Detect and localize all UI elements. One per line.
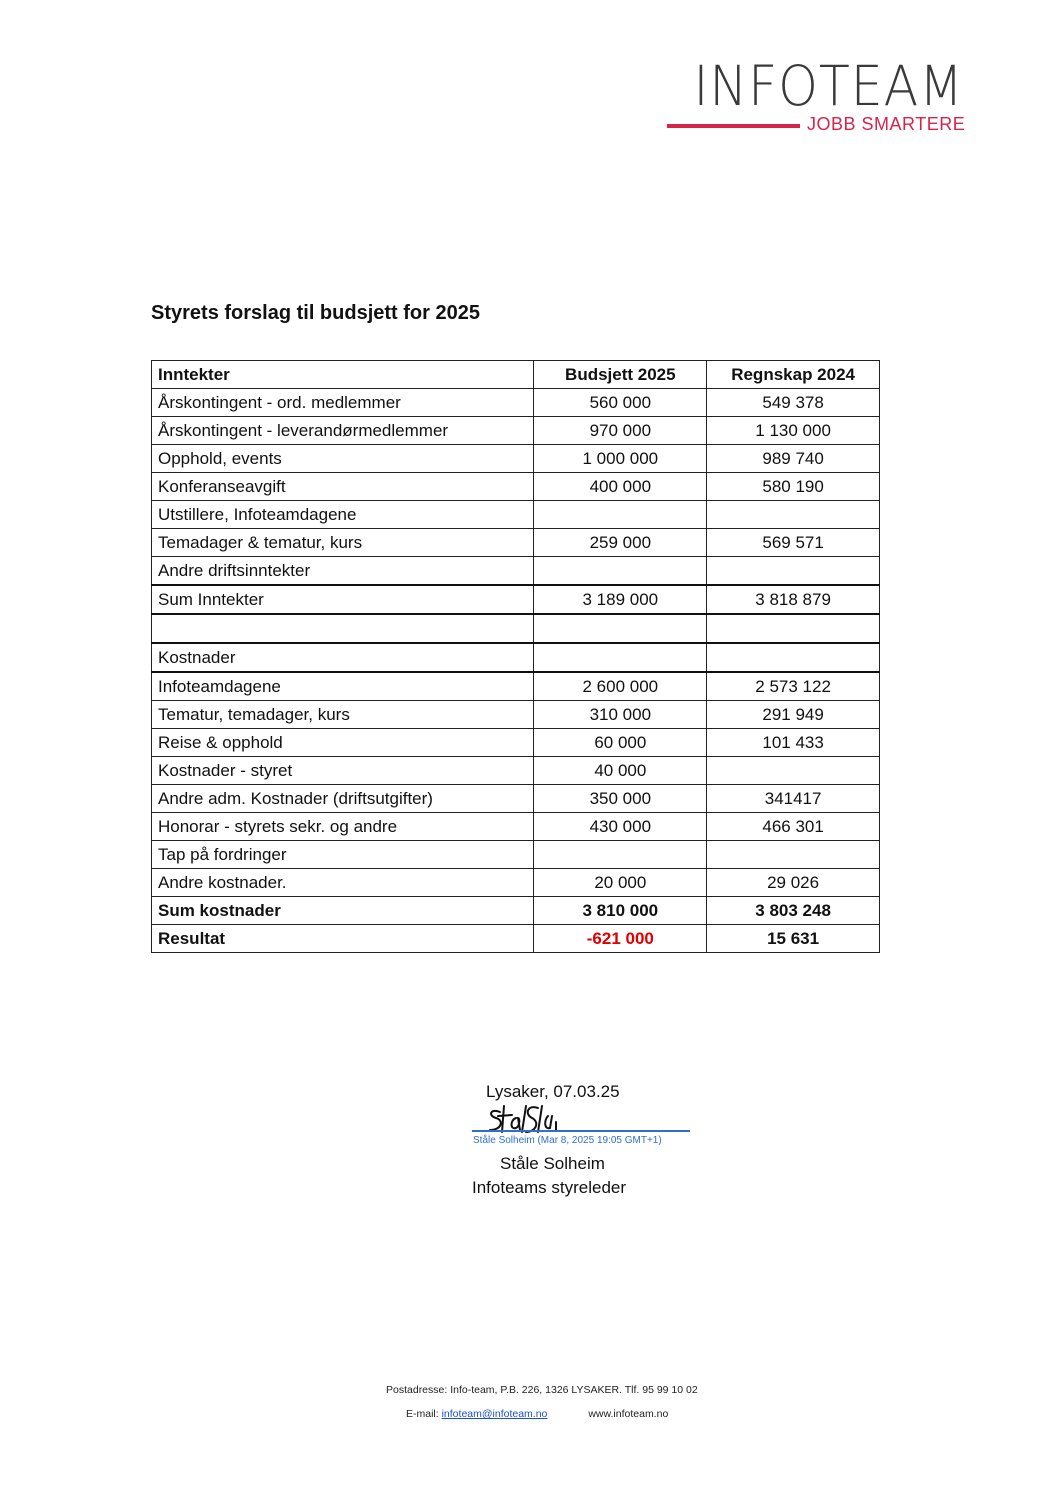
regnskap-2024-cell: 291 949 — [707, 701, 880, 729]
budget-2025-cell: 430 000 — [534, 813, 707, 841]
regnskap-2024-cell: 2 573 122 — [707, 672, 880, 701]
budget-2025-cell: 60 000 — [534, 729, 707, 757]
row-label: Resultat — [152, 925, 534, 953]
footer-email-link[interactable]: infoteam@infoteam.no — [441, 1408, 548, 1420]
row-label: Sum kostnader — [152, 897, 534, 925]
table-row — [152, 841, 880, 869]
row-label — [152, 614, 534, 643]
row-label: Sum Inntekter — [152, 585, 534, 614]
table-row — [152, 585, 880, 614]
regnskap-2024-cell — [707, 557, 880, 586]
row-label: Reise & opphold — [152, 729, 534, 757]
row-label: Andre driftsinntekter — [152, 557, 534, 586]
table-row — [152, 445, 880, 473]
row-label: Andre kostnader. — [152, 869, 534, 897]
logo-wordmark: INFOTEAM — [693, 54, 964, 118]
row-label: Temadager & tematur, kurs — [152, 529, 534, 557]
row-label: Tematur, temadager, kurs — [152, 701, 534, 729]
table-row — [152, 925, 880, 953]
regnskap-2024-cell: 1 130 000 — [707, 417, 880, 445]
row-label: Konferanseavgift — [152, 473, 534, 501]
table-row — [152, 897, 880, 925]
regnskap-2024-cell: 3 803 248 — [707, 897, 880, 925]
regnskap-2024-cell: 580 190 — [707, 473, 880, 501]
logo-accent-line — [667, 124, 800, 128]
table-row — [152, 672, 880, 701]
table-row — [152, 557, 880, 586]
signature-line — [472, 1130, 690, 1132]
budget-2025-cell: 3 189 000 — [534, 585, 707, 614]
regnskap-2024-cell: 101 433 — [707, 729, 880, 757]
budget-2025-cell: 310 000 — [534, 701, 707, 729]
row-label: Utstillere, Infoteamdagene — [152, 501, 534, 529]
budget-2025-cell: -621 000 — [534, 925, 707, 953]
row-label: Årskontingent - ord. medlemmer — [152, 389, 534, 417]
budget-2025-cell — [534, 841, 707, 869]
footer-contact — [406, 1408, 668, 1420]
row-label: Andre adm. Kostnader (driftsutgifter) — [152, 785, 534, 813]
table-row — [152, 869, 880, 897]
table-row — [152, 813, 880, 841]
row-label: Inntekter — [152, 361, 534, 389]
table-row — [152, 701, 880, 729]
budget-2025-cell: Budsjett 2025 — [534, 361, 707, 389]
table-row — [152, 785, 880, 813]
budget-2025-cell: 350 000 — [534, 785, 707, 813]
budget-table-body — [152, 361, 880, 953]
signature-timestamp: Ståle Solheim (Mar 8, 2025 19:05 GMT+1) — [473, 1135, 662, 1146]
regnskap-2024-cell: 466 301 — [707, 813, 880, 841]
budget-2025-cell — [534, 614, 707, 643]
table-row — [152, 643, 880, 672]
budget-2025-cell: 3 810 000 — [534, 897, 707, 925]
budget-2025-cell: 560 000 — [534, 389, 707, 417]
regnskap-2024-cell: 341417 — [707, 785, 880, 813]
row-label: Opphold, events — [152, 445, 534, 473]
budget-table — [151, 360, 880, 953]
regnskap-2024-cell: 569 571 — [707, 529, 880, 557]
logo-tagline: JOBB SMARTERE — [807, 114, 966, 134]
regnskap-2024-cell: Regnskap 2024 — [707, 361, 880, 389]
table-row — [152, 729, 880, 757]
budget-2025-cell: 40 000 — [534, 757, 707, 785]
row-label: Tap på fordringer — [152, 841, 534, 869]
regnskap-2024-cell: 3 818 879 — [707, 585, 880, 614]
regnskap-2024-cell: 15 631 — [707, 925, 880, 953]
budget-2025-cell: 2 600 000 — [534, 672, 707, 701]
signer-name: Ståle Solheim — [500, 1154, 605, 1173]
regnskap-2024-cell: 29 026 — [707, 869, 880, 897]
table-row — [152, 389, 880, 417]
footer-website[interactable]: www.infoteam.no — [588, 1408, 669, 1420]
signature-place-date: Lysaker, 07.03.25 — [486, 1082, 620, 1101]
regnskap-2024-cell — [707, 501, 880, 529]
table-row — [152, 501, 880, 529]
table-row — [152, 361, 880, 389]
budget-2025-cell: 259 000 — [534, 529, 707, 557]
row-label: Kostnader - styret — [152, 757, 534, 785]
budget-2025-cell — [534, 557, 707, 586]
table-row — [152, 614, 880, 643]
regnskap-2024-cell — [707, 757, 880, 785]
budget-2025-cell: 20 000 — [534, 869, 707, 897]
footer-email-label: E-mail: — [406, 1408, 439, 1420]
table-row — [152, 529, 880, 557]
row-label: Årskontingent - leverandørmedlemmer — [152, 417, 534, 445]
regnskap-2024-cell — [707, 643, 880, 672]
document-title: Styrets forslag til budsjett for 2025 — [151, 302, 480, 324]
signature-block — [470, 1078, 710, 1208]
budget-2025-cell — [534, 501, 707, 529]
budget-2025-cell: 1 000 000 — [534, 445, 707, 473]
infoteam-logo — [664, 56, 964, 136]
row-label: Honorar - styrets sekr. og andre — [152, 813, 534, 841]
table-row — [152, 417, 880, 445]
regnskap-2024-cell — [707, 841, 880, 869]
row-label: Infoteamdagene — [152, 672, 534, 701]
budget-2025-cell: 400 000 — [534, 473, 707, 501]
footer-postal-address: Postadresse: Info-team, P.B. 226, 1326 LYSAKER. Tlf. 95 99 10 02 — [386, 1384, 698, 1396]
regnskap-2024-cell: 549 378 — [707, 389, 880, 417]
table-row — [152, 757, 880, 785]
regnskap-2024-cell — [707, 614, 880, 643]
table-row — [152, 473, 880, 501]
signer-role: Infoteams styreleder — [472, 1178, 627, 1197]
budget-2025-cell: 970 000 — [534, 417, 707, 445]
regnskap-2024-cell: 989 740 — [707, 445, 880, 473]
budget-2025-cell — [534, 643, 707, 672]
row-label: Kostnader — [152, 643, 534, 672]
